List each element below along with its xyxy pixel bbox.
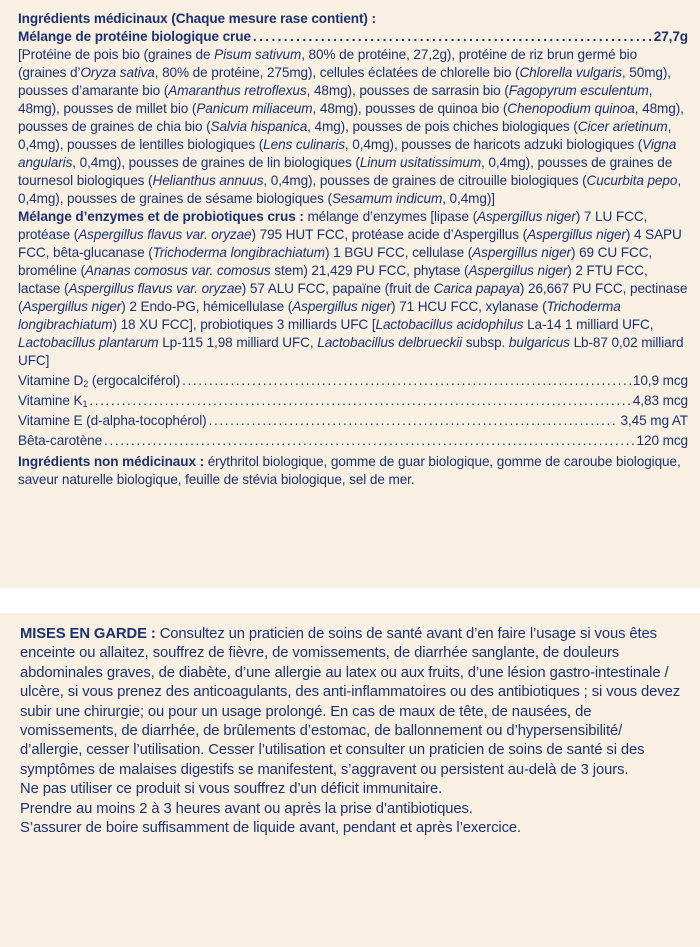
vitamin-row (18, 392, 688, 410)
non-medicinal-label: Ingrédients non médicinaux : (18, 454, 205, 469)
non-medicinal-paragraph (18, 453, 688, 489)
warnings-text: Consultez un praticien de soins de santé avant d’en faire l’usage si vous êtes enceinte ou allaitez, souffrez de fièvre, de vomissements, de diarrhée sanglante, de douleurs abdominales graves, de diabète, d’une allergie au latex ou aux fruits, d’une lésion gastro-intestinale / ulcère, si vous prenez des anticoagulants, des anti-inflammatoires ou des antibiotiques ; si vous devez subir une chirurgie; ou pour un usage prolongé. En cas de maux de tête, de nausées, de vomissements, de diarrhée, de brûlements d’estomac, de ballonnement ou d’hypersensibilité/ d’allergie, cesser l’utilisation. Cesser l’utilisation et consulter un praticien de soins de santé si des symptômes de malaises digestifs se manifestent, s’aggravent ou persistent au-delà de 3 jours. (20, 626, 681, 778)
warnings-panel (0, 613, 700, 947)
enzyme-blend-paragraph (18, 208, 688, 370)
warnings-hydration-paragraph: S’assurer de boire suffisamment de liquide avant, pendant et après l’exercice. (20, 820, 522, 837)
vitamin-amount: 120 mcg (636, 433, 688, 448)
leader-dots (209, 412, 619, 430)
warnings-label: MISES EN GARDE : (20, 626, 156, 642)
enzyme-blend-label: Mélange d’enzymes et de probiotiques crus : (18, 209, 304, 224)
leader-dots (182, 372, 631, 390)
leader-dots (89, 392, 630, 410)
vitamin-row (18, 432, 688, 450)
medicinal-ingredients-heading: Ingrédients médicinaux (Chaque mesure rase contient) : (18, 11, 376, 26)
protein-blend-amount: 27,7g (653, 29, 688, 44)
vitamin-name: Vitamine $K_1$ (18, 393, 88, 409)
vitamin-name: Vitamine E (d-alpha-tocophérol) (18, 413, 207, 428)
leader-dots (104, 432, 634, 450)
vitamin-name: Bêta-carotène (18, 433, 103, 448)
vitamin-list (18, 372, 688, 450)
warnings-immune-paragraph: Ne pas utiliser ce produit si vous souffrez d’un déficit immunitaire. (20, 781, 443, 798)
non-medicinal-text: érythritol biologique, gomme de guar biologique, gomme de caroube biologique, saveur naturelle biologique, feuille de stévia biologique, sel de mer. (18, 454, 681, 487)
warnings-antibiotics-paragraph: Prendre au moins 2 à 3 heures avant ou après la prise d’antibiotiques. (20, 800, 473, 817)
protein-blend-description: [Protéine de pois bio (graines de Pisum sativum, 80% de protéine, 27,2g), protéine de riz brun germé bio (graines d’Oryza sativa, 80% de protéine, 275mg), cellules éclatées de chlorelle bio (Chlorella vulgaris, 50mg), pousses d’amarante bio (Amaranthus retroflexus, 48mg), pousses de sarrasin bio (Fagopyrum esculentum, 48mg), pousses de millet bio (Panicum miliaceum, 48mg), pousses de quinoa bio (Chenopodium quinoa, 48mg), pousses de graines de chia bio (Salvia hispanica, 4mg), pousses de pois chiches biologiques (Cicer arietinum, 0,4mg), pousses de lentilles biologiques (Lens culinaris, 0,4mg), pousses de haricots adzuki biologiques (Vigna angularis, 0,4mg), pousses de graines de lin biologiques (Linum usitatissimum, 0,4mg), pousses de graines de tournesol biologiques (Helianthus annuus, 0,4mg), pousses de graines de citrouille biologiques (Cucurbita pepo, 0,4mg), pousses de graines de sésame biologiques (Sesamum indicum, 0,4mg)] (18, 47, 684, 206)
vitamin-row (18, 412, 688, 430)
vitamin-amount: 4,83 mcg (632, 393, 688, 408)
enzyme-blend-description: mélange d’enzymes [lipase (Aspergillus niger) 7 LU FCC, protéase (Aspergillus flavus var. oryzae) 795 HUT FCC, protéase acide d’Aspergillus (Aspergillus niger) 4 SAPU FCC, bêta-glucanase (Trichoderma longibrachiatum) 1 BGU FCC, cellulase (Aspergillus niger) 69 CU FCC, broméline (Ananas comosus var. comosus stem) 21,429 PU FCC, phytase (Aspergillus niger) 2 FTU FCC, lactase (Aspergillus flavus var. oryzae) 57 ALU FCC, papaïne (fruit de Carica papaya) 26,667 PU FCC, pectinase (Aspergillus niger) 2 Endo-PG, hémicellulase (Aspergillus niger) 71 HCU FCC, xylanase (Trichoderma longibrachiatum) 18 XU FCC], probiotiques 3 milliards UFC [Lactobacillus acidophilus La-14 1 milliard UFC, Lactobacillus plantarum Lp-115 1,98 milliard UFC, Lactobacillus delbrueckii subsp. bulgaricus Lb-87 0,02 milliard UFC] (18, 209, 688, 368)
protein-blend-label: Mélange de protéine biologique crue (18, 29, 251, 44)
vitamin-amount: 3,45 mg AT (620, 413, 688, 428)
protein-blend-row (18, 28, 688, 46)
leader-dots (253, 28, 652, 46)
vitamin-amount: 10,9 mcg (632, 373, 688, 388)
vitamin-row (18, 372, 688, 390)
warnings-main-paragraph (20, 625, 688, 780)
vitamin-name: Vitamine $D_2$ (ergocalciférol) (18, 373, 181, 389)
